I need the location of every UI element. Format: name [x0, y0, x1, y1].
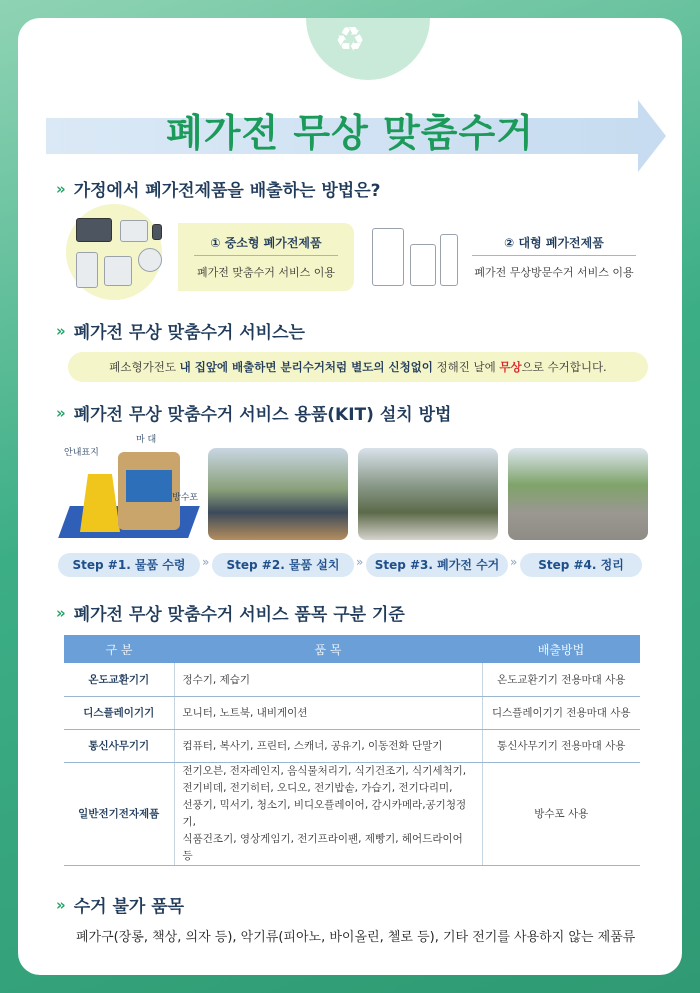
water-purifier-icon [76, 252, 98, 288]
step-4: Step #4. 정리 [520, 553, 642, 577]
tv-icon [76, 218, 112, 242]
section5-heading-text: 수거 불가 품목 [73, 897, 185, 917]
page-title: 폐가전 무상 맞춤수거 [166, 111, 534, 155]
service-text-red: 무상 [499, 360, 522, 374]
phone-icon [152, 224, 162, 240]
section3-heading [56, 400, 451, 425]
row-items: 정수기, 제습기 [174, 663, 482, 696]
section2-heading-text: 폐가전 무상 맞춤수거 서비스는 [73, 323, 305, 343]
section2-heading [56, 318, 305, 343]
service-text-mid: 정해진 날에 [432, 360, 500, 374]
kit-sign-label: 안내표지 [64, 448, 99, 458]
row-items-line: 식품건조기, 영상게임기, 전기프라이팬, 제빵기, 헤어드라이어 등 [182, 832, 463, 862]
row-items: 모니터, 노트북, 내비게이션 [174, 696, 482, 729]
section1-heading-text: 가정에서 폐가전제품을 배출하는 방법은? [73, 181, 381, 201]
option1-label: ① 중소형 폐가전제품 [210, 236, 322, 250]
service-text-pre: 폐소형가전도 [109, 360, 180, 374]
step-1: Step #1. 물품 수령 [58, 553, 200, 577]
row-items [174, 762, 482, 865]
non-collectable-items: 폐가구(장롱, 책상, 의자 등), 악기류(피아노, 바이올린, 첼로 등), 기타 전기를 사용하지 않는 제품류 [76, 930, 636, 945]
dehumidifier-icon [104, 256, 132, 286]
step-separator-icon: » [356, 555, 364, 569]
table-header-row [64, 635, 640, 663]
row-items-line: 전기비데, 전기히터, 오디오, 전기밥솥, 가습기, 전기다리미, [182, 781, 453, 794]
table-header-category: 구 분 [64, 635, 174, 663]
photo-cleanup [508, 448, 648, 540]
fan-icon [138, 248, 162, 272]
flyer-card [18, 18, 682, 975]
section5-heading [56, 892, 184, 917]
chevron-icon: » [56, 603, 66, 622]
kit-bag-label: 마 대 [136, 435, 157, 445]
row-method: 방수포 사용 [482, 762, 640, 865]
bag-label-illustration [126, 470, 172, 502]
row-category: 일반전기전자제품 [64, 762, 174, 865]
step-separator-icon: » [510, 555, 518, 569]
printer-icon [120, 220, 148, 242]
row-category: 디스플레이기기 [64, 696, 174, 729]
table-row [64, 762, 640, 865]
chevron-icon: » [56, 179, 66, 198]
row-items: 컴퓨터, 복사기, 프린터, 스캐너, 공유기, 이동전화 단말기 [174, 729, 482, 762]
category-table [64, 635, 640, 866]
option2-desc: 폐가전 무상방문수거 서비스 이용 [474, 266, 634, 279]
step-3: Step #3. 폐가전 수거 [366, 553, 508, 577]
row-items-line: 선풍기, 믹서기, 청소기, 비디오플레이어, 감시카메라,공기청정기, [182, 798, 467, 828]
service-description [68, 352, 648, 382]
option2-divider [472, 255, 636, 256]
row-items-line: 전기오븐, 전자레인지, 음식물처리기, 식기건조기, 식기세척기, [182, 764, 467, 777]
chevron-icon: » [56, 895, 66, 914]
recycle-icon: ♻ [334, 20, 366, 60]
section1-heading [56, 176, 381, 201]
air-conditioner-icon [440, 234, 458, 286]
photo-kit-installed [208, 448, 348, 540]
kit-tarp-label: 방수포 [172, 493, 199, 503]
option1-desc: 폐가전 맞춤수거 서비스 이용 [196, 266, 335, 279]
table-header-items: 품 목 [174, 635, 482, 663]
step-2: Step #2. 물품 설치 [212, 553, 354, 577]
row-category: 통신사무기기 [64, 729, 174, 762]
row-method: 디스플레이기기 전용마대 사용 [482, 696, 640, 729]
table-row [64, 696, 640, 729]
section4-heading [56, 600, 405, 625]
row-method: 통신사무기기 전용마대 사용 [482, 729, 640, 762]
table-row [64, 663, 640, 696]
section3-heading-text: 폐가전 무상 맞춤수거 서비스 용품(KIT) 설치 방법 [73, 405, 452, 425]
step-separator-icon: » [202, 555, 210, 569]
option2-label: ② 대형 폐가전제품 [504, 236, 604, 250]
row-method: 온도교환기기 전용마대 사용 [482, 663, 640, 696]
photo-collection-truck [358, 448, 498, 540]
row-category: 온도교환기기 [64, 663, 174, 696]
service-text-bold: 내 집앞에 배출하면 분리수거처럼 별도의 신청없이 [179, 360, 433, 374]
washing-machine-icon [410, 244, 436, 286]
refrigerator-icon [372, 228, 404, 286]
service-text-post: 으로 수거합니다. [521, 360, 607, 374]
option1-divider [194, 255, 338, 256]
chevron-icon: » [56, 403, 66, 422]
section4-heading-text: 폐가전 무상 맞춤수거 서비스 품목 구분 기준 [73, 605, 405, 625]
table-header-method: 배출방법 [482, 635, 640, 663]
table-row [64, 729, 640, 762]
sign-illustration [80, 474, 120, 532]
chevron-icon: » [56, 321, 66, 340]
